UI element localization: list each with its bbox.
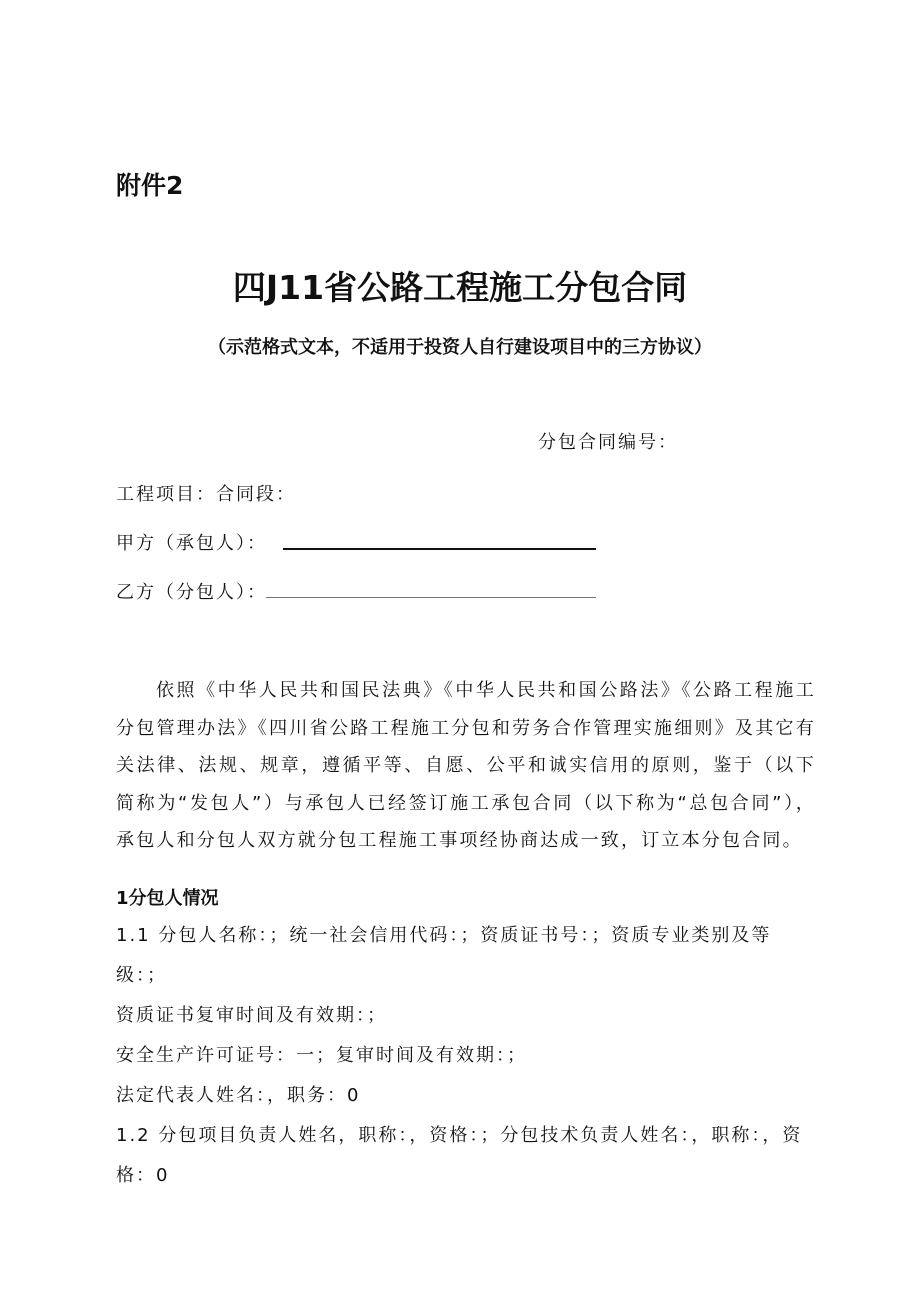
document-subtitle: （示范格式文本，不适用于投资人自行建设项目中的三方协议） [208,337,712,358]
section-item: 1.1 分包人名称：；统一社会信用代码：；资质证书号：；资质专业类别及等级：； [116,925,772,986]
project-field: 工程项目：合同段： [116,484,296,505]
section-item: 安全生产许可证号：一；复审时间及有效期：； [116,1045,527,1066]
party-a-blank-line [283,548,596,550]
party-a-field: 甲方（承包人）： [116,533,267,554]
section-1-heading: 1分包人情况 [116,888,219,909]
attachment-label: 附件2 [116,171,184,200]
contract-number-label: 分包合同编号： [538,432,678,453]
section-item: 1.2 分包项目负责人姓名，职称：，资格：；分包技术负责人姓名：，职称：，资格：0 [116,1125,803,1186]
party-b-field: 乙方（分包人）： [116,582,267,603]
preamble-paragraph: 依照《中华人民共和国民法典》《中华人民共和国公路法》《公路工程施工分包管理办法》《四川省公路工程施工分包和劳务合作管理实施细则》及其它有关法律、法规、规章，遵循平等、自愿、公平和诚实信用的原则，鉴于（以下简称为“发包人”）与承包人已经签订施工承包合同（以下称为“总包合同”），承包人和分包人双方就分包工程施工事项经协商达成一致，订立本分包合同。 [116,680,816,851]
document-title: 四J11省公路工程施工分包合同 [232,268,688,307]
party-b-blank-line [266,597,596,598]
section-item: 法定代表人姓名：，职务：0 [116,1085,361,1106]
section-item: 资质证书复审时间及有效期：； [116,1005,387,1026]
